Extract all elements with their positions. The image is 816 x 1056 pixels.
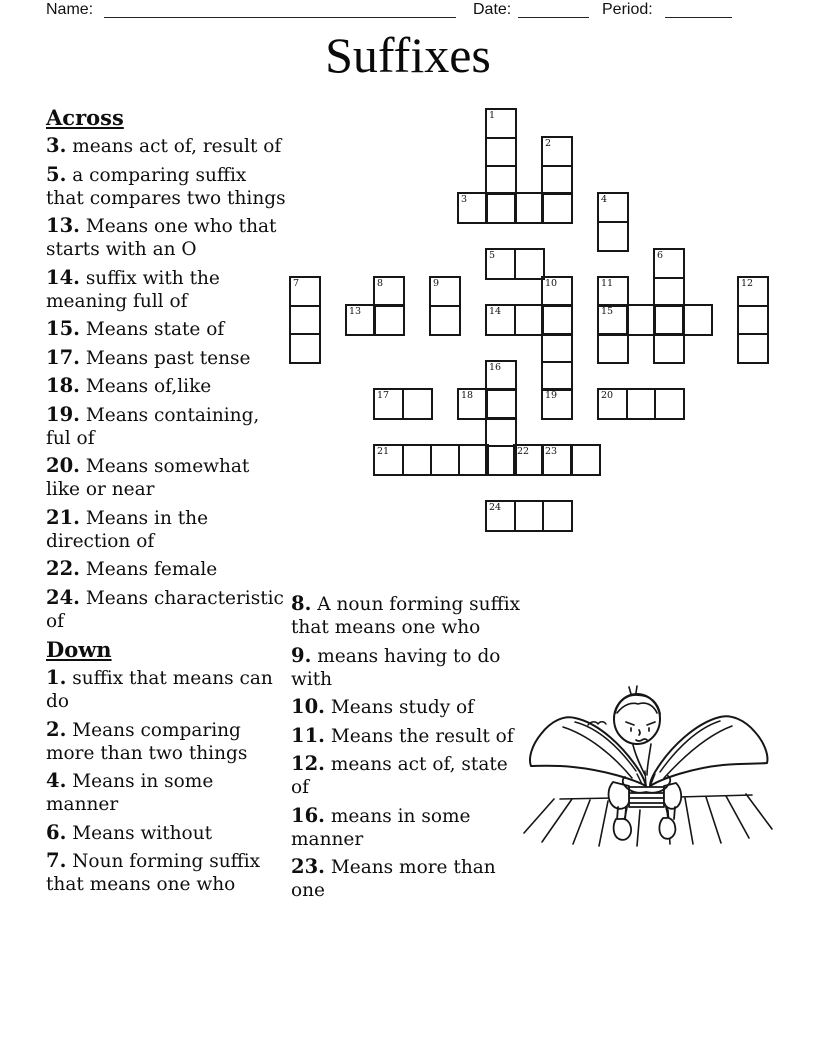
- clue-10: 10. Means study of: [291, 695, 475, 718]
- cell-divider: [739, 305, 767, 307]
- cell-number: 9: [433, 278, 440, 289]
- word-20-across[interactable]: [597, 388, 685, 420]
- cell-divider: [654, 390, 656, 418]
- clue-17: 17. Means past tense: [46, 345, 251, 369]
- clue-column-left: [46, 105, 286, 901]
- page-title: Suffixes: [325, 27, 491, 83]
- cell-divider: [374, 306, 376, 334]
- clue-8: 8. A noun forming suffix that means one who: [291, 592, 521, 638]
- cell-divider: [487, 137, 515, 139]
- clue-3: 3. means act of, result of: [46, 134, 282, 157]
- cell-divider: [486, 390, 488, 418]
- clue-2: 2. Means comparing more than two things: [46, 717, 248, 764]
- clue-12: 12. means act of, state of: [291, 752, 508, 798]
- word-18-across[interactable]: [457, 388, 517, 420]
- cell-number: 7: [293, 278, 300, 289]
- cell-divider: [487, 445, 515, 447]
- cell-number: 18: [461, 390, 474, 401]
- clue-22: 22. Means female: [46, 557, 218, 580]
- down-heading: Down: [46, 637, 112, 662]
- word-19-across[interactable]: [541, 388, 573, 420]
- word-5-across[interactable]: [485, 248, 545, 280]
- clue-5: 5. a comparing suffix that compares two things: [46, 162, 286, 209]
- period-label: Period:: [602, 1, 653, 18]
- clue-4: 4. Means in some manner: [46, 769, 214, 815]
- cell-number: 5: [489, 250, 496, 261]
- cell-divider: [626, 390, 628, 418]
- word-7-down[interactable]: [289, 276, 321, 364]
- cell-number: 23: [545, 446, 558, 457]
- word-23-down[interactable]: [541, 444, 573, 476]
- cell-number: 1: [489, 110, 496, 121]
- cell-number: 15: [601, 306, 614, 317]
- cell-divider: [431, 305, 459, 307]
- cell-divider: [402, 390, 404, 418]
- cell-divider: [514, 250, 516, 278]
- name-label: Name:: [46, 1, 94, 18]
- cell-divider: [626, 306, 628, 334]
- clue-column-right: [291, 592, 523, 907]
- word-3-across[interactable]: [457, 192, 573, 224]
- clue-18: 18. Means of,like: [46, 374, 212, 397]
- boy-head-icon: [614, 686, 660, 744]
- clue-21: 21. Means in the direction of: [46, 505, 209, 552]
- cell-divider: [682, 306, 684, 334]
- word-21-across[interactable]: [373, 444, 489, 476]
- cell-number: 11: [601, 278, 614, 289]
- across-clue-list: [46, 134, 286, 633]
- word-15-across[interactable]: [597, 304, 713, 336]
- cell-number: 24: [489, 502, 502, 513]
- cell-number: 22: [517, 446, 530, 457]
- cell-divider: [514, 306, 516, 334]
- clue-9: 9. means having to do with: [291, 643, 501, 690]
- clue-20: 20. Means somewhat like or near: [46, 454, 250, 500]
- word-9-down[interactable]: [429, 276, 461, 336]
- word-13-across[interactable]: [345, 304, 405, 336]
- cell-number: 8: [377, 278, 384, 289]
- down-clue-list-2: [291, 592, 523, 902]
- clue-1: 1. suffix that means can do: [46, 666, 273, 712]
- word-24-across[interactable]: [485, 500, 573, 532]
- cell-divider: [486, 194, 488, 222]
- cell-number: 19: [545, 390, 558, 401]
- word-14-across[interactable]: [485, 304, 573, 336]
- cell-number: 13: [349, 306, 362, 317]
- clue-15: 15. Means state of: [46, 317, 225, 340]
- clue-11: 11. Means the result of: [291, 723, 514, 747]
- cell-number: 20: [601, 390, 614, 401]
- cell-number: 12: [741, 278, 754, 289]
- cell-number: 2: [545, 138, 552, 149]
- floorboards-icon: [524, 794, 772, 846]
- cell-divider: [654, 306, 656, 334]
- clue-13: 13. Means one who that starts with an O: [46, 214, 277, 260]
- cell-number: 14: [489, 306, 502, 317]
- cell-divider: [291, 333, 319, 335]
- cell-number: 3: [461, 194, 468, 205]
- clue-16: 16. means in some manner: [291, 803, 471, 850]
- clue-23: 23. Means more than one: [291, 855, 496, 901]
- cell-divider: [487, 165, 515, 167]
- cell-number: 17: [377, 390, 390, 401]
- clue-19: 19. Means containing, ful of: [46, 402, 260, 449]
- cell-divider: [739, 333, 767, 335]
- cell-divider: [514, 194, 516, 222]
- cell-divider: [543, 361, 571, 363]
- cell-divider: [655, 277, 683, 279]
- child-legs-icon: [609, 782, 682, 840]
- cell-number: 10: [545, 278, 558, 289]
- cell-divider: [543, 165, 571, 167]
- cell-divider: [599, 221, 627, 223]
- clue-7: 7. Noun forming suffix that means one who: [46, 849, 261, 895]
- across-heading: Across: [46, 105, 124, 130]
- word-4-down[interactable]: [597, 192, 629, 252]
- clue-6: 6. Means without: [46, 820, 213, 844]
- date-label: Date:: [473, 1, 512, 18]
- cell-divider: [542, 306, 544, 334]
- cell-number: 16: [489, 362, 502, 373]
- clue-14: 14. suffix with the meaning full of: [46, 265, 220, 312]
- child-reading-book-illustration: [518, 666, 780, 848]
- word-12-down[interactable]: [737, 276, 769, 364]
- cell-number: 21: [377, 446, 390, 457]
- clue-24: 24. Means characteristic of: [46, 585, 284, 632]
- cell-divider: [402, 446, 404, 474]
- word-17-across[interactable]: [373, 388, 433, 420]
- cell-divider: [430, 446, 432, 474]
- cell-number: 6: [657, 250, 664, 261]
- cell-divider: [458, 446, 460, 474]
- cell-divider: [514, 502, 516, 530]
- cell-divider: [542, 194, 544, 222]
- down-clue-list-1: [46, 666, 286, 896]
- cell-divider: [291, 305, 319, 307]
- cell-number: 4: [601, 194, 608, 205]
- cell-divider: [542, 502, 544, 530]
